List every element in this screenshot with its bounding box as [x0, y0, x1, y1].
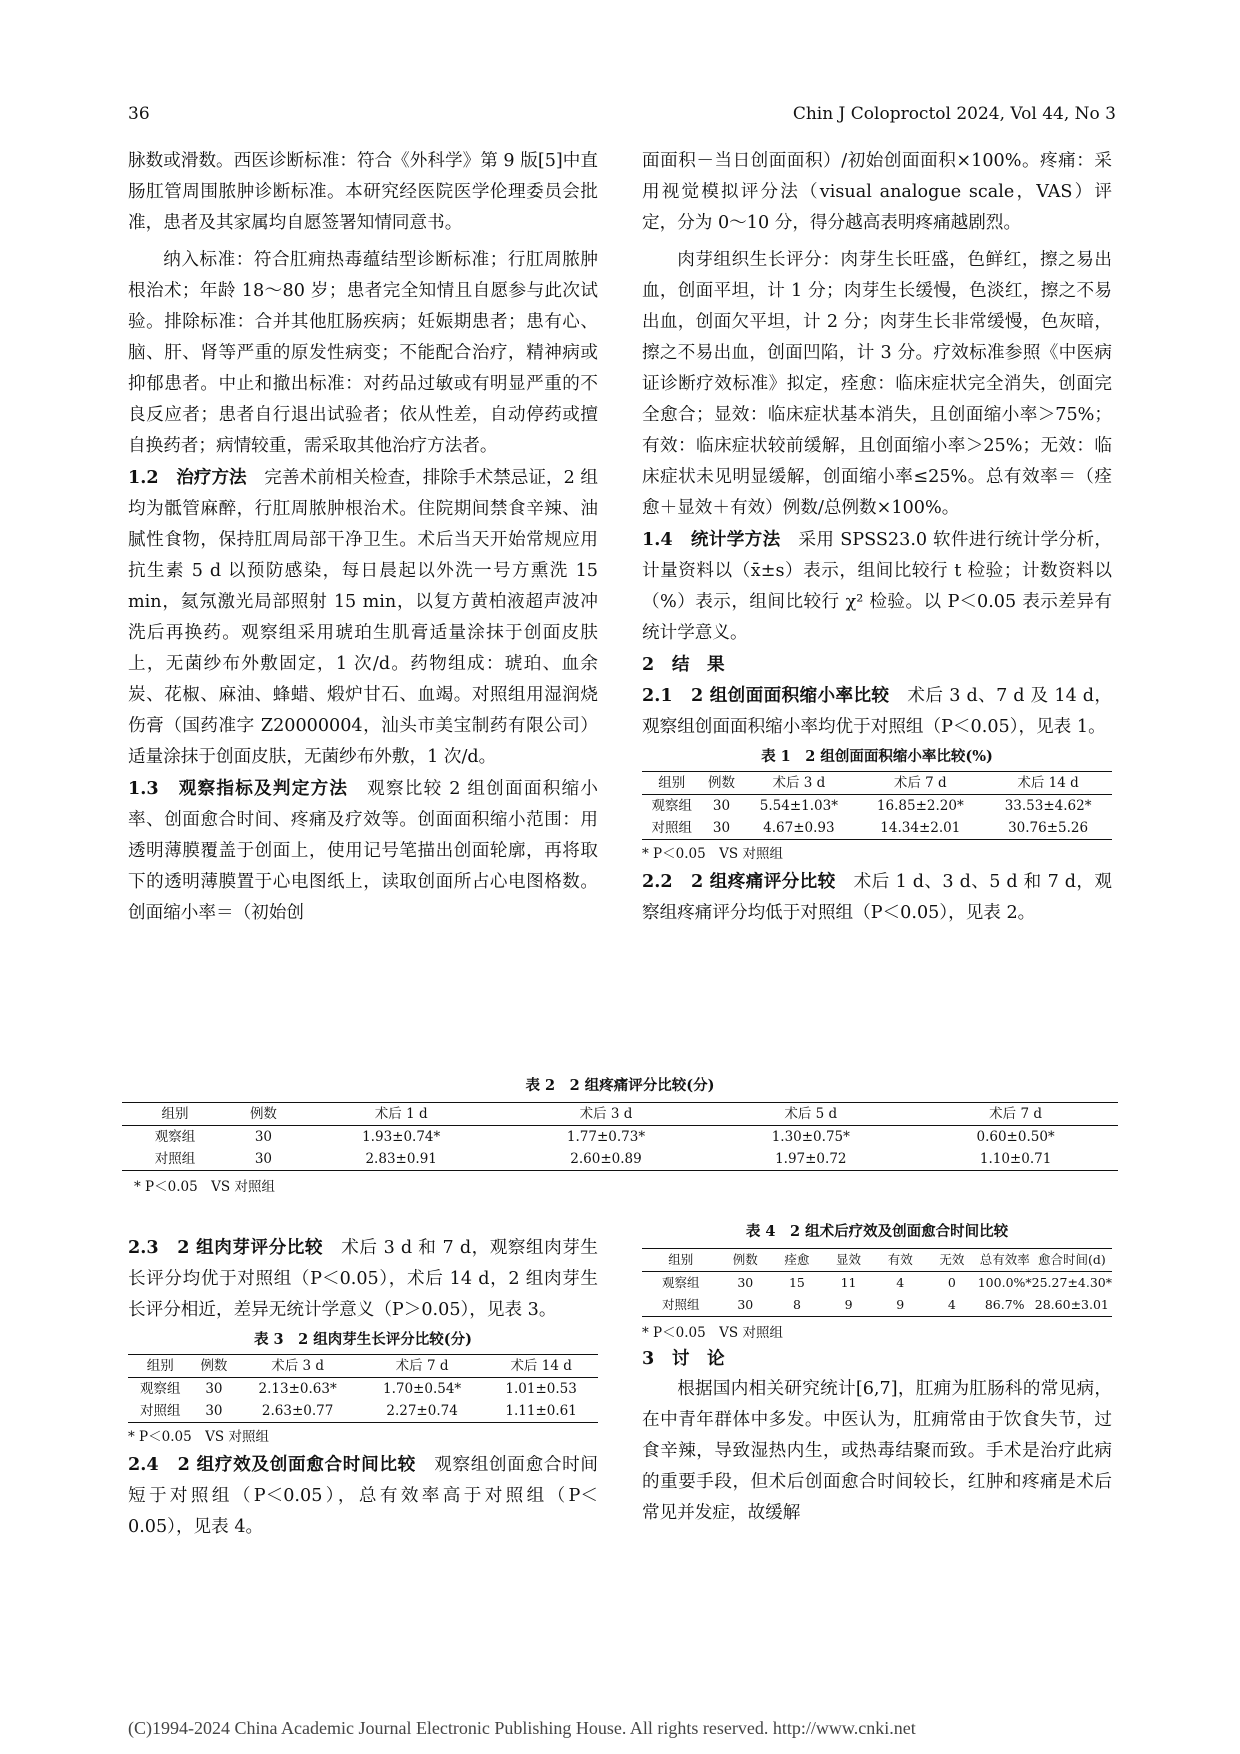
table-cell: 16.85±2.20*	[876, 798, 964, 814]
section-text: 观察比较 2 组创面面积缩小率、创面愈合时间、疼痛及疗效等。创面面积缩小范围：用透明薄膜覆盖于创面上，使用记号笔描出创面轮廓，再将取下的透明薄膜置于心电图纸上，读取创面所占心电图格数。创面缩小率＝（初始创	[128, 779, 598, 923]
table-note: * P＜0.05 VS 对照组	[134, 1179, 275, 1195]
table-header: 无效	[939, 1252, 965, 1267]
table-cell: 9	[896, 1297, 905, 1312]
table-caption: 表 1 2 组创面面积缩小率比较(%)	[761, 748, 993, 765]
table-cell: 1.30±0.75*	[771, 1129, 850, 1145]
table-cell: 30	[205, 1381, 223, 1397]
table-header: 术后 7 d	[395, 1358, 449, 1374]
table-cell: 2.83±0.91	[365, 1151, 437, 1167]
section-text: 采用 SPSS23.0 软件进行统计学分析，计量资料以（x̄±s）表示，组间比较行 t 检验；计数资料以（%）表示，组间比较行 χ² 检验。以 P＜0.05 表示差异有统计学意义。	[642, 530, 1112, 643]
table-header: 术后 7 d	[893, 775, 947, 791]
table-cell: 1.77±0.73*	[566, 1129, 646, 1145]
section-heading: 2.4 2 组疗效及创面愈合时间比较	[128, 1454, 416, 1475]
table-row	[642, 1294, 1112, 1317]
paragraph: 肉芽组织生长评分：肉芽生长旺盛，色鲜红，擦之易出血，创面平坦，计 1 分；肉芽生长缓慢，色淡红，擦之不易出血，创面欠平坦，计 2 分；肉芽生长非常缓慢，色灰暗，擦之不易出血，创面凹陷，计 3 分。疗效标准参照《中医病证诊断疗效标准》拟定，痊愈：临床症状完全消失，创面完全愈合；显效：临床症状基本消失，且创面缩小率＞75%；有效：临床症状较前缓解，且创面缩小率＞25%；无效：临床症状未见明显缓解，创面缩小率≤25%。总有效率＝（痊愈＋显效＋有效）例数/总例数×100%。	[642, 250, 1112, 518]
table-cell: 30	[737, 1275, 754, 1290]
table-cell: 30	[254, 1129, 273, 1145]
table-header: 总有效率	[979, 1252, 1030, 1267]
table-cell: 100.0%*	[977, 1275, 1032, 1290]
paragraph: 根据国内相关研究统计[6,7]，肛痈为肛肠科的常见病，在中青年群体中多发。中医认为，肛痈常由于饮食失节，过食辛辣，导致湿热内生，或热毒结聚而致。手术是治疗此病的重要手段，但术后创面愈合时间较长，红肿和疼痛是术后常见并发症，故缓解	[642, 1379, 1112, 1523]
table-1	[642, 747, 1112, 864]
table-cell: 9	[844, 1297, 853, 1312]
table-row	[122, 1126, 1118, 1149]
table-row	[122, 1148, 1118, 1171]
right-column-lower	[642, 1222, 1112, 1529]
table-cell: 对照组	[661, 1297, 700, 1312]
table-header: 例数	[200, 1358, 228, 1374]
table-cell: 2.13±0.63*	[258, 1381, 337, 1397]
table-header: 术后 3 d	[579, 1106, 633, 1122]
table-cell: 1.97±0.72	[775, 1151, 847, 1167]
table-cell: 4.67±0.93	[763, 820, 835, 836]
table-cell: 2.63±0.77	[261, 1403, 334, 1419]
table-header: 组别	[161, 1106, 189, 1122]
right-column	[642, 146, 1112, 929]
table-cell: 观察组	[661, 1275, 700, 1290]
table-cell: 30	[737, 1297, 754, 1312]
table-row	[128, 1400, 598, 1423]
table-cell: 2.60±0.89	[570, 1151, 642, 1167]
section-heading: 2.2 2 组疼痛评分比较	[642, 871, 836, 892]
table-4	[642, 1222, 1112, 1343]
table-note: * P＜0.05 VS 对照组	[128, 1429, 269, 1445]
paragraph: 脉数或滑数。西医诊断标准：符合《外科学》第 9 版[5]中直肠肛管周围脓肿诊断标准。本研究经医院医学伦理委员会批准，患者及其家属均自愿签署知情同意书。	[128, 151, 598, 233]
table-caption: 表 3 2 组肉芽生长评分比较(分)	[254, 1331, 472, 1348]
paragraph: 纳入标准：符合肛痈热毒蕴结型诊断标准；行肛周脓肿根治术；年龄 18～80 岁；患者完全知情且自愿参与此次试验。排除标准：合并其他肛肠疾病；妊娠期患者；患有心、脑、肝、肾等严重的原发性病变；不能配合治疗，精神病或抑郁患者。中止和撤出标准：对药品过敏或有明显严重的不良反应者；患者自行退出试验者；依从性差，自动停药或擅自换药者；病情较重，需采取其他治疗方法者。	[128, 250, 598, 456]
left-column-lower	[128, 1232, 598, 1543]
table-cell: 25.27±4.30*	[1031, 1275, 1112, 1290]
table-cell: 观察组	[651, 798, 693, 814]
table-cell: 11	[840, 1275, 857, 1290]
copyright-footer: (C)1994-2024 China Academic Journal Electronic Publishing House. All rights reserved. http://www.cnki.net	[128, 1718, 916, 1738]
table-cell: 33.53±4.62*	[1004, 798, 1092, 814]
table-header: 愈合时间(d)	[1037, 1252, 1106, 1267]
section-text: 完善术前相关检查，排除手术禁忌证，2 组均为骶管麻醉，行肛周脓肿根治术。住院期间禁食辛辣、油腻性食物，保持肛周局部干净卫生。术后当天开始常规应用抗生素 5 d 以预防感染，每日晨起以外洗一号方熏洗 15 min，氦氖激光局部照射 15 min，以复方黄柏液超声波冲洗后再换药。观察组采用琥珀生肌膏适量涂抹于创面皮肤上，无菌纱布外敷固定，1 次/d。药物组成：琥珀、血余炭、花椒、麻油、蜂蜡、煅炉甘石、血竭。对照组用湿润烧伤膏（国药准字 Z20000004，汕头市美宝制药有限公司）适量涂抹于创面皮肤，无菌纱布外敷，1 次/d。	[128, 468, 599, 767]
table-note: * P＜0.05 VS 对照组	[642, 846, 783, 862]
section-2-3	[128, 1232, 598, 1326]
section-heading: 2 结 果	[642, 654, 725, 675]
section-text: 术后 3 d、7 d 及 14 d，观察组创面面积缩小率均优于对照组（P＜0.05），见表 1。	[642, 686, 1113, 737]
table-header: 术后 14 d	[1017, 775, 1079, 791]
table-cell: 4	[947, 1297, 956, 1312]
table-header: 术后 3 d	[271, 1358, 325, 1374]
page-number: 36	[128, 104, 150, 124]
table-cell: 1.70±0.54*	[382, 1381, 462, 1397]
section-text: 观察组创面愈合时间短于对照组（P＜0.05），总有效率高于对照组（P＜0.05），见表 4。	[128, 1455, 598, 1537]
table-cell: 对照组	[651, 820, 693, 836]
table-cell: 1.01±0.53	[505, 1381, 577, 1397]
table-cell: 对照组	[154, 1151, 196, 1167]
table-cell: 2.27±0.74	[386, 1403, 458, 1419]
table-header: 例数	[732, 1252, 758, 1267]
paragraph: 面面积－当日创面面积）/初始创面面积×100%。疼痛：采用视觉模拟评分法（visual analogue scale，VAS）评定，分为 0～10 分，得分越高表明疼痛越剧烈。	[642, 151, 1112, 233]
section-text: 术后 3 d 和 7 d，观察组肉芽生长评分均优于对照组（P＜0.05），术后 14 d，2 组肉芽生长评分相近，差异无统计学意义（P＞0.05），见表 3。	[128, 1238, 598, 1320]
table-header: 有效	[887, 1252, 913, 1267]
table-cell: 4	[896, 1275, 905, 1290]
table-cell: 观察组	[139, 1381, 181, 1397]
table-cell: 0.60±0.50*	[976, 1129, 1055, 1145]
section-1-4	[642, 524, 1112, 649]
section-2-2	[642, 866, 1112, 929]
table-cell: 14.34±2.01	[880, 820, 961, 836]
table-cell: 30.76±5.26	[1008, 820, 1089, 836]
table-header: 组别	[146, 1358, 174, 1374]
table-header: 例数	[249, 1106, 277, 1122]
table-header: 术后 14 d	[510, 1358, 572, 1374]
table-header: 例数	[707, 775, 735, 791]
table-header: 术后 3 d	[772, 775, 826, 791]
section-heading: 1.2 治疗方法	[128, 467, 247, 488]
table-cell: 30	[712, 798, 731, 814]
table-header: 组别	[658, 775, 686, 791]
table-row	[642, 817, 1112, 840]
section-2-4	[128, 1449, 598, 1543]
table-caption: 表 4 2 组术后疗效及创面愈合时间比较	[745, 1223, 1009, 1240]
table-row	[642, 795, 1112, 818]
table-cell: 1.93±0.74*	[362, 1129, 441, 1145]
table-row	[128, 1378, 598, 1401]
table-cell: 8	[792, 1297, 801, 1312]
section-heading: 2.3 2 组肉芽评分比较	[128, 1237, 324, 1258]
table-3	[128, 1330, 598, 1447]
table-header: 术后 1 d	[374, 1106, 428, 1122]
table-cell: 30	[712, 820, 731, 836]
table-header: 组别	[668, 1252, 694, 1267]
table-cell: 30	[205, 1403, 223, 1419]
section-heading: 2.1 2 组创面面积缩小率比较	[642, 685, 890, 706]
table-cell: 15	[788, 1275, 805, 1290]
table-header: 术后 7 d	[989, 1106, 1042, 1122]
section-heading: 1.4 统计学方法	[642, 529, 781, 550]
table-cell: 观察组	[154, 1129, 196, 1145]
left-column	[128, 146, 598, 929]
section-2-1	[642, 680, 1112, 743]
section-heading: 1.3 观察指标及判定方法	[128, 778, 349, 799]
table-header: 术后 5 d	[784, 1106, 838, 1122]
table-cell: 0	[947, 1275, 956, 1290]
table-cell: 5.54±1.03*	[759, 798, 838, 814]
section-1-2	[128, 462, 598, 773]
section-heading: 3 讨 论	[642, 1348, 725, 1369]
table-note: * P＜0.05 VS 对照组	[642, 1325, 783, 1341]
table-cell: 对照组	[139, 1403, 181, 1419]
table-cell: 1.11±0.61	[505, 1403, 577, 1419]
table-header: 显效	[836, 1252, 862, 1267]
section-text: 术后 1 d、3 d、5 d 和 7 d，观察组疼痛评分均低于对照组（P＜0.05），见表 2。	[642, 872, 1112, 923]
table-row	[642, 1272, 1112, 1295]
table-cell: 30	[254, 1151, 273, 1167]
table-cell: 1.10±0.71	[979, 1151, 1052, 1167]
table-cell: 86.7%	[984, 1297, 1025, 1312]
table-caption: 表 2 2 组疼痛评分比较(分)	[525, 1077, 715, 1094]
table-header: 痊愈	[784, 1252, 810, 1267]
table-cell: 28.60±3.01	[1034, 1297, 1109, 1312]
section-1-3	[128, 773, 598, 929]
journal-header: Chin J Coloproctol 2024, Vol 44, No 3	[792, 104, 1116, 124]
table-2	[122, 1076, 1118, 1197]
